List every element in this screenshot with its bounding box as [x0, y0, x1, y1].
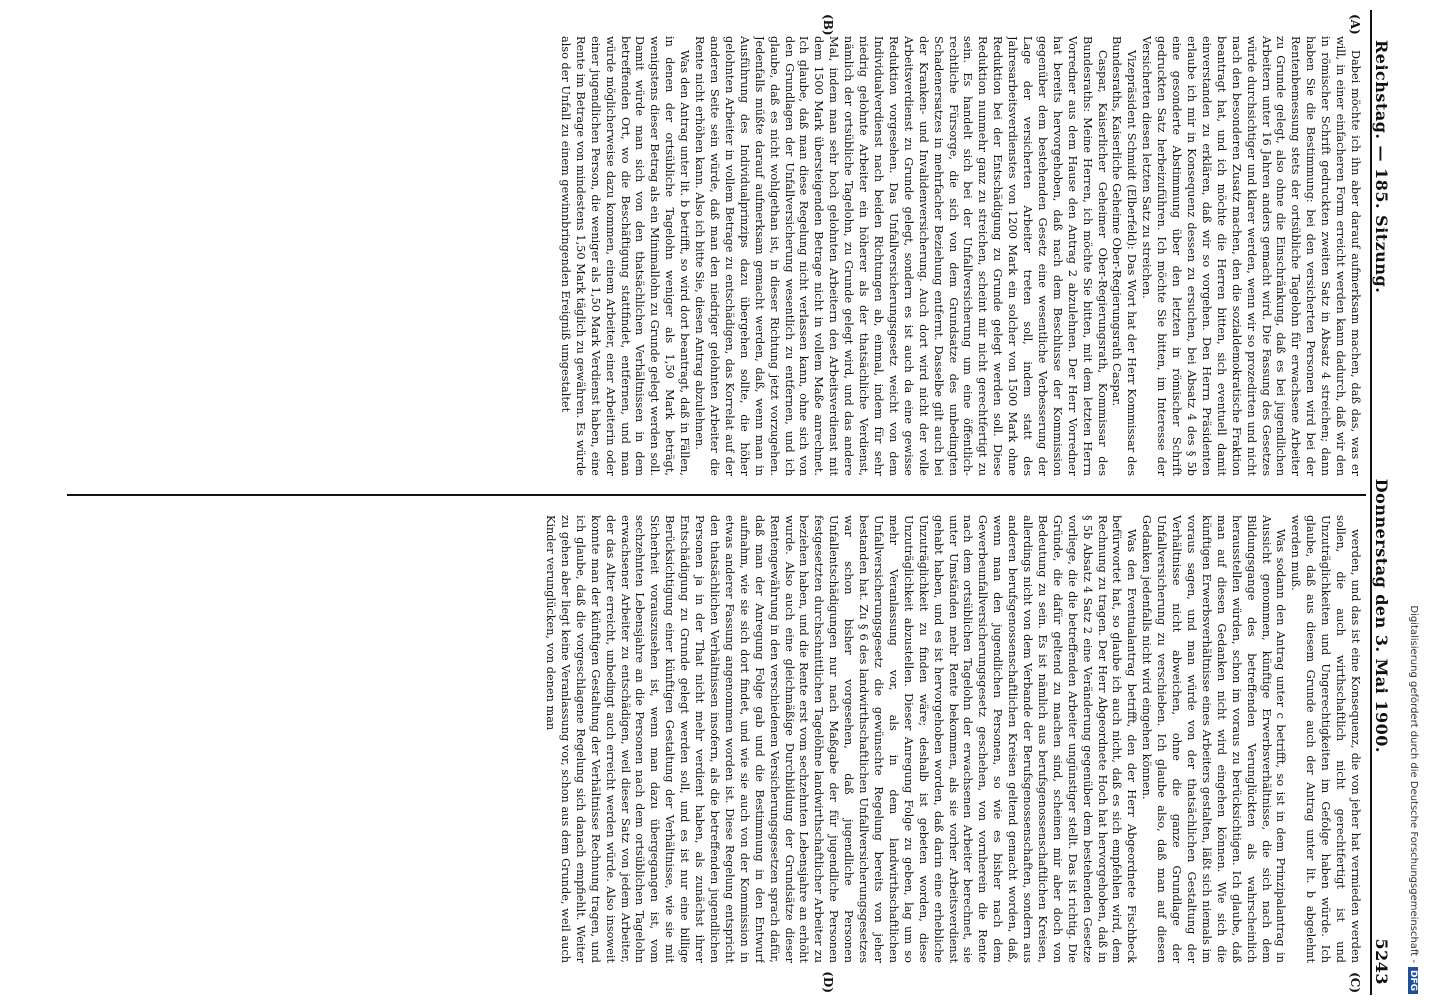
margin-marker-b: (B) [821, 14, 835, 36]
paragraph: Dabei möchte ich ihn aber darauf aufmerksam machen, daß das, was er will, in einer einfacheren Form erreicht werden kann dadurch, daß wir den in römischer Schrift gedruckten zweiten Satz in Absatz 4 streichen; dann haben Sie die Bestimmung: bei den versicherten Personen wird bei der Rentenbemessung stets der ortsübliche Tagelohn für erwachsene Arbeiter zu Grunde gelegt, also ohne die Einschränkung, daß es bei jugendlichen Arbeitern unter 16 Jahren anders gemacht wird. Die Fassung des Gesetzes würde durchsichtiger und klarer werden, wenn wir so prozedirten und nicht nach den besonderen Zusatz machen, den die sozialdemokratische Fraktion beantragt hat, und ich möchte die Herren bitten, sich eventuell damit einverstanden zu erklären, daß wir so vorgehen. Den Herrn Präsidenten erlaube ich mir in Konsequenz dessen zu ersuchen, bei Absatz 4 des § 5b eine gesonderte Abstimmung über den letzten in römischer Schrift gedruckten Satz herbeizuführen. Ich möchte Sie bitten, im Interesse der Versicherten diesen letzten Satz zu streichen. [1140, 36, 1362, 476]
left-column [65, 36, 1362, 476]
header-left: Reichstag. — 185. Sitzung. [1372, 40, 1391, 294]
paragraph: Caspar, Kaiserlicher Geheimer Ober-Regierungsrath, Kommissar des Bundesraths: Meine Herren, ich möchte Sie bitten, mit dem letzten Herrn Vorredner aus dem Hause den Antrag 2 abzulehnen. Der Herr Vorredner hat bereits hervorgehoben, daß nach dem Beschlusse der Kommission gegenüber dem bestehenden Gesetz eine wesentliche Verbesserung der Lage der versicherten Arbeiter treten soll, indem statt des Jahresarbeitsverdienstes von 1200 Mark ein solcher von 1500 Mark ohne Reduktion bei der Entschädigung zu Grunde gelegt werden soll. Diese Reduktion nunmehr ganz zu streichen, scheint mir nicht gerechtfertigt zu sein. Es handelt sich bei der Unfallversicherung um eine öffentlich-rechtliche Fürsorge, die sich von dem Grundsatze des unbedingten Schadenersatzes in mehrfacher Beziehung entfernt. Dasselbe gilt auch bei der Kranken- und Invalidenversicherung. Auch dort wird nicht der volle Arbeitsverdienst zu Grunde gelegt, sondern es ist auch da eine gewisse Reduktion vorgesehen. Das Unfallversicherungsgesetz weicht von dem Individualverdienst nach beiden Richtungen ab, einmal, indem für sehr niedrig gelohnte Arbeiter ein höherer als der thatsächliche Verdienst, nämlich der ortsübliche Tagelohn, zu Grunde gelegt wird, und das andere Mal, indem man sehr hoch gelohnten Arbeitern den Arbeitsverdienst mit dem 1500 Mark übersteigenden Betrage nicht in vollem Maße anrechnet. Ich glaube, daß man diese Regelung nicht verlassen kann, ohne sich von den Grundlagen der Unfallversicherung wesentlich zu entfernen, und ich glaube, daß es nicht wohlgethan ist, in dieser Richtung jetzt vorzugehen. Jedenfalls müßte darauf aufmerksam gemacht werden, daß, wenn man in Ausführung des Individualprinzips dazu übergehen sollte, die höher gelohnten Arbeiter in vollem Betrage zu entschädigen, das Korrelat auf der anderen Seite sein würde, daß man den niedriger gelohnten Arbeiter die Rente nicht erhöhen kann. Also ich bitte Sie, diesen Antrag abzulehnen. [693, 36, 1109, 476]
paragraph: Was den Antrag unter lit. b betrifft, so wird dort beantragt, daß in Fällen, in denen der ortsübliche Tagelohn weniger als 1,50 Mark beträgt, wenigstens dieser Betrag als ein Minimallohn zu Grunde gelegt werden soll. Damit würde man sich von den thatsächlichen Verhältnissen in dem betreffenden Ort, wo die Beschäftigung stattfindet, entfernen, und man würde möglicherweise dazu kommen, einem Arbeiter, einer Arbeiterin oder einer jugendlichen Person, die weniger als 1,50 Mark Verdienst haben, eine Rente im Betrage von mindestens 1,50 Mark täglich zu gewähren. Es würde also der Unfall zu einem gewinnbringenden Ereigniß umgestaltet [558, 36, 692, 476]
dfg-logo: DFG [1408, 967, 1418, 994]
digitization-note [1395, 6, 1425, 994]
paragraph: Vizepräsident Schmidt (Elberfeld): Das Wort hat der Herr Kommissar des Bundesraths, Kaiserliche Geheime Ober-Regierungsrath Caspar. [1110, 36, 1139, 476]
paragraph: werden, und das ist eine Konsequenz, die von jeher hat vermieden werden sollen, die auch wirthschaftlich nicht gerechtfertigt ist und Unzuträglichkeiten und Ungerechtigkeiten im Gefolge haben würde. Ich glaube, daß aus diesem Grunde auch der Antrag unter lit. b abgelehnt werden muß. [1289, 515, 1362, 963]
printed-sheet [55, 10, 1400, 995]
paragraph: Was sodann den Antrag unter c betrifft, so ist in dem Prinzipalantrag in Aussicht genommen, künftige Erwerbsverhältnisse, die sich nach dem Bildungsgange des betreffenden Verunglückten als wahrscheinlich herausstellen würden, schon im voraus zu berücksichtigen. Ich glaube, daß man auf diesen Gedanken nicht wird eingehen können. Wie sich die künftigen Erwerbsverhältnisse eines Arbeiters gestalten, läßt sich niemals im voraus sagen, und man würde von der thatsächlichen Gestaltung der Verhältnisse nicht abweichen, ohne die ganze Grundlage der Unfallversicherung zu verschieben. Ich glaube also, daß man auf diesen Gedanken jedenfalls nicht wird eingehen können. [1140, 515, 1288, 963]
digitization-text: Digitalisierung gefördert durch die Deutsche Forschungsgemeinschaft - [1408, 605, 1419, 963]
margin-marker-a: (A) [1348, 14, 1362, 35]
margin-marker-c: (C) [1348, 972, 1362, 993]
right-column [65, 515, 1362, 963]
margin-marker-d: (D) [821, 971, 835, 993]
column-divider [67, 494, 1366, 496]
paragraph: Was den Eventualantrag betrifft, den der Herr Abgeordnete Fischbeck befürwortet hat, so glaube ich auch nicht, daß es sich empfehlen wird, dem Rechnung zu tragen. Der Herr Abgeordnete Hoch hat hervorgehoben, daß in § 5b Absatz 4 Satz 2 eine Veränderung gegenüber dem bestehenden Gesetze vorliege, die die betreffenden Arbeiter ungünstiger stellt. Das ist richtig. Die Gründe, die dafür geltend zu machen sind, scheinen mir aber doch von Bedeutung zu sein. Es ist nämlich aus berufsgenossenschaftlichen Kreisen, allerdings nicht von dem Verbande der Berufsgenossenschaften, sondern aus anderen berufsgenossenschaftlichen Kreisen geltend gemacht worden, daß, wenn man den jugendlichen Personen, so wie es bisher nach dem Gewerbeunfallversicherungsgesetz geschehen, von vornherein die Rente nach dem ortsüblichen Tagelohn der erwachsenen Arbeiter berechnet, sie unter Umständen mehr Rente bekommen, als sie vorher Arbeitsverdienst gehabt haben, und es ist hervorgehoben worden, daß darin eine erhebliche Unzuträglichkeit zu finden wäre; deshalb ist gebeten worden, diese Unzuträglichkeit abzustellen. Dieser Anregung Folge zu geben, lag um so mehr Veranlassung vor, als in dem landwirthschaftlichen Unfallversicherungsgesetz die gewünschte Regelung bereits von jeher bestanden hat. Zu § 6 des landwirthschaftlichen Unfallversicherungsgesetzes war schon bisher vorgesehen, daß jugendliche Personen Unfallentschädigungen nur nach Maßgabe der für jugendliche Personen festgesetzten durchschnittlichen Tagelöhne landwirthschaftlicher Arbeiter zu beziehen haben, und die Rente erst vom sechzehnten Lebensjahre an erhöht wurde. Also auch eine gleichmäßige Durchbildung der Grundsätze dieser Rentengewährung in den verschiedenen Versicherungsgesetzen sprach dafür, daß man der Anregung Folge gab und die Bestimmung in den Entwurf aufnahm, wie sie sich dort findet, und wie sie auch von der Kommission in etwas anderer Fassung angenommen worden ist. Diese Regelung entspricht den thatsächlichen Verhältnissen insofern, als die betreffenden jugendlichen Personen ja in der That nicht mehr verdient haben, als zunächst ihrer Entschädigung zu Grunde gelegt werden soll, und es ist nur eine billige Berücksichtigung einer künftigen Gestaltung der Verhältnisse, wie sie mit Sicherheit vorauszusehen ist, wenn man dazu übergegangen ist, vom sechzehnten Lebensjahre an die Personen nach dem ortsüblichen Tagelohn erwachsener Arbeiter zu entschädigen, weil dieser Satz von jedem Arbeiter, der das Alter erreicht, unbedingt auch erreicht werden würde. Also insoweit konnte man der künftigen Gestaltung der Verhältnisse Rechnung tragen, und ich glaube, daß die vorgeschlagene Regelung sich danach empfiehlt. Weiter zu gehen aber liegt keine Veranlassung vor, schon aus dem Grunde, weil auch Kinder verunglücken, von denen man [544, 515, 1139, 963]
header-date: Donnerstag den 3. Mai 1900. [1372, 478, 1391, 753]
page-number: 5243 [1372, 938, 1391, 985]
